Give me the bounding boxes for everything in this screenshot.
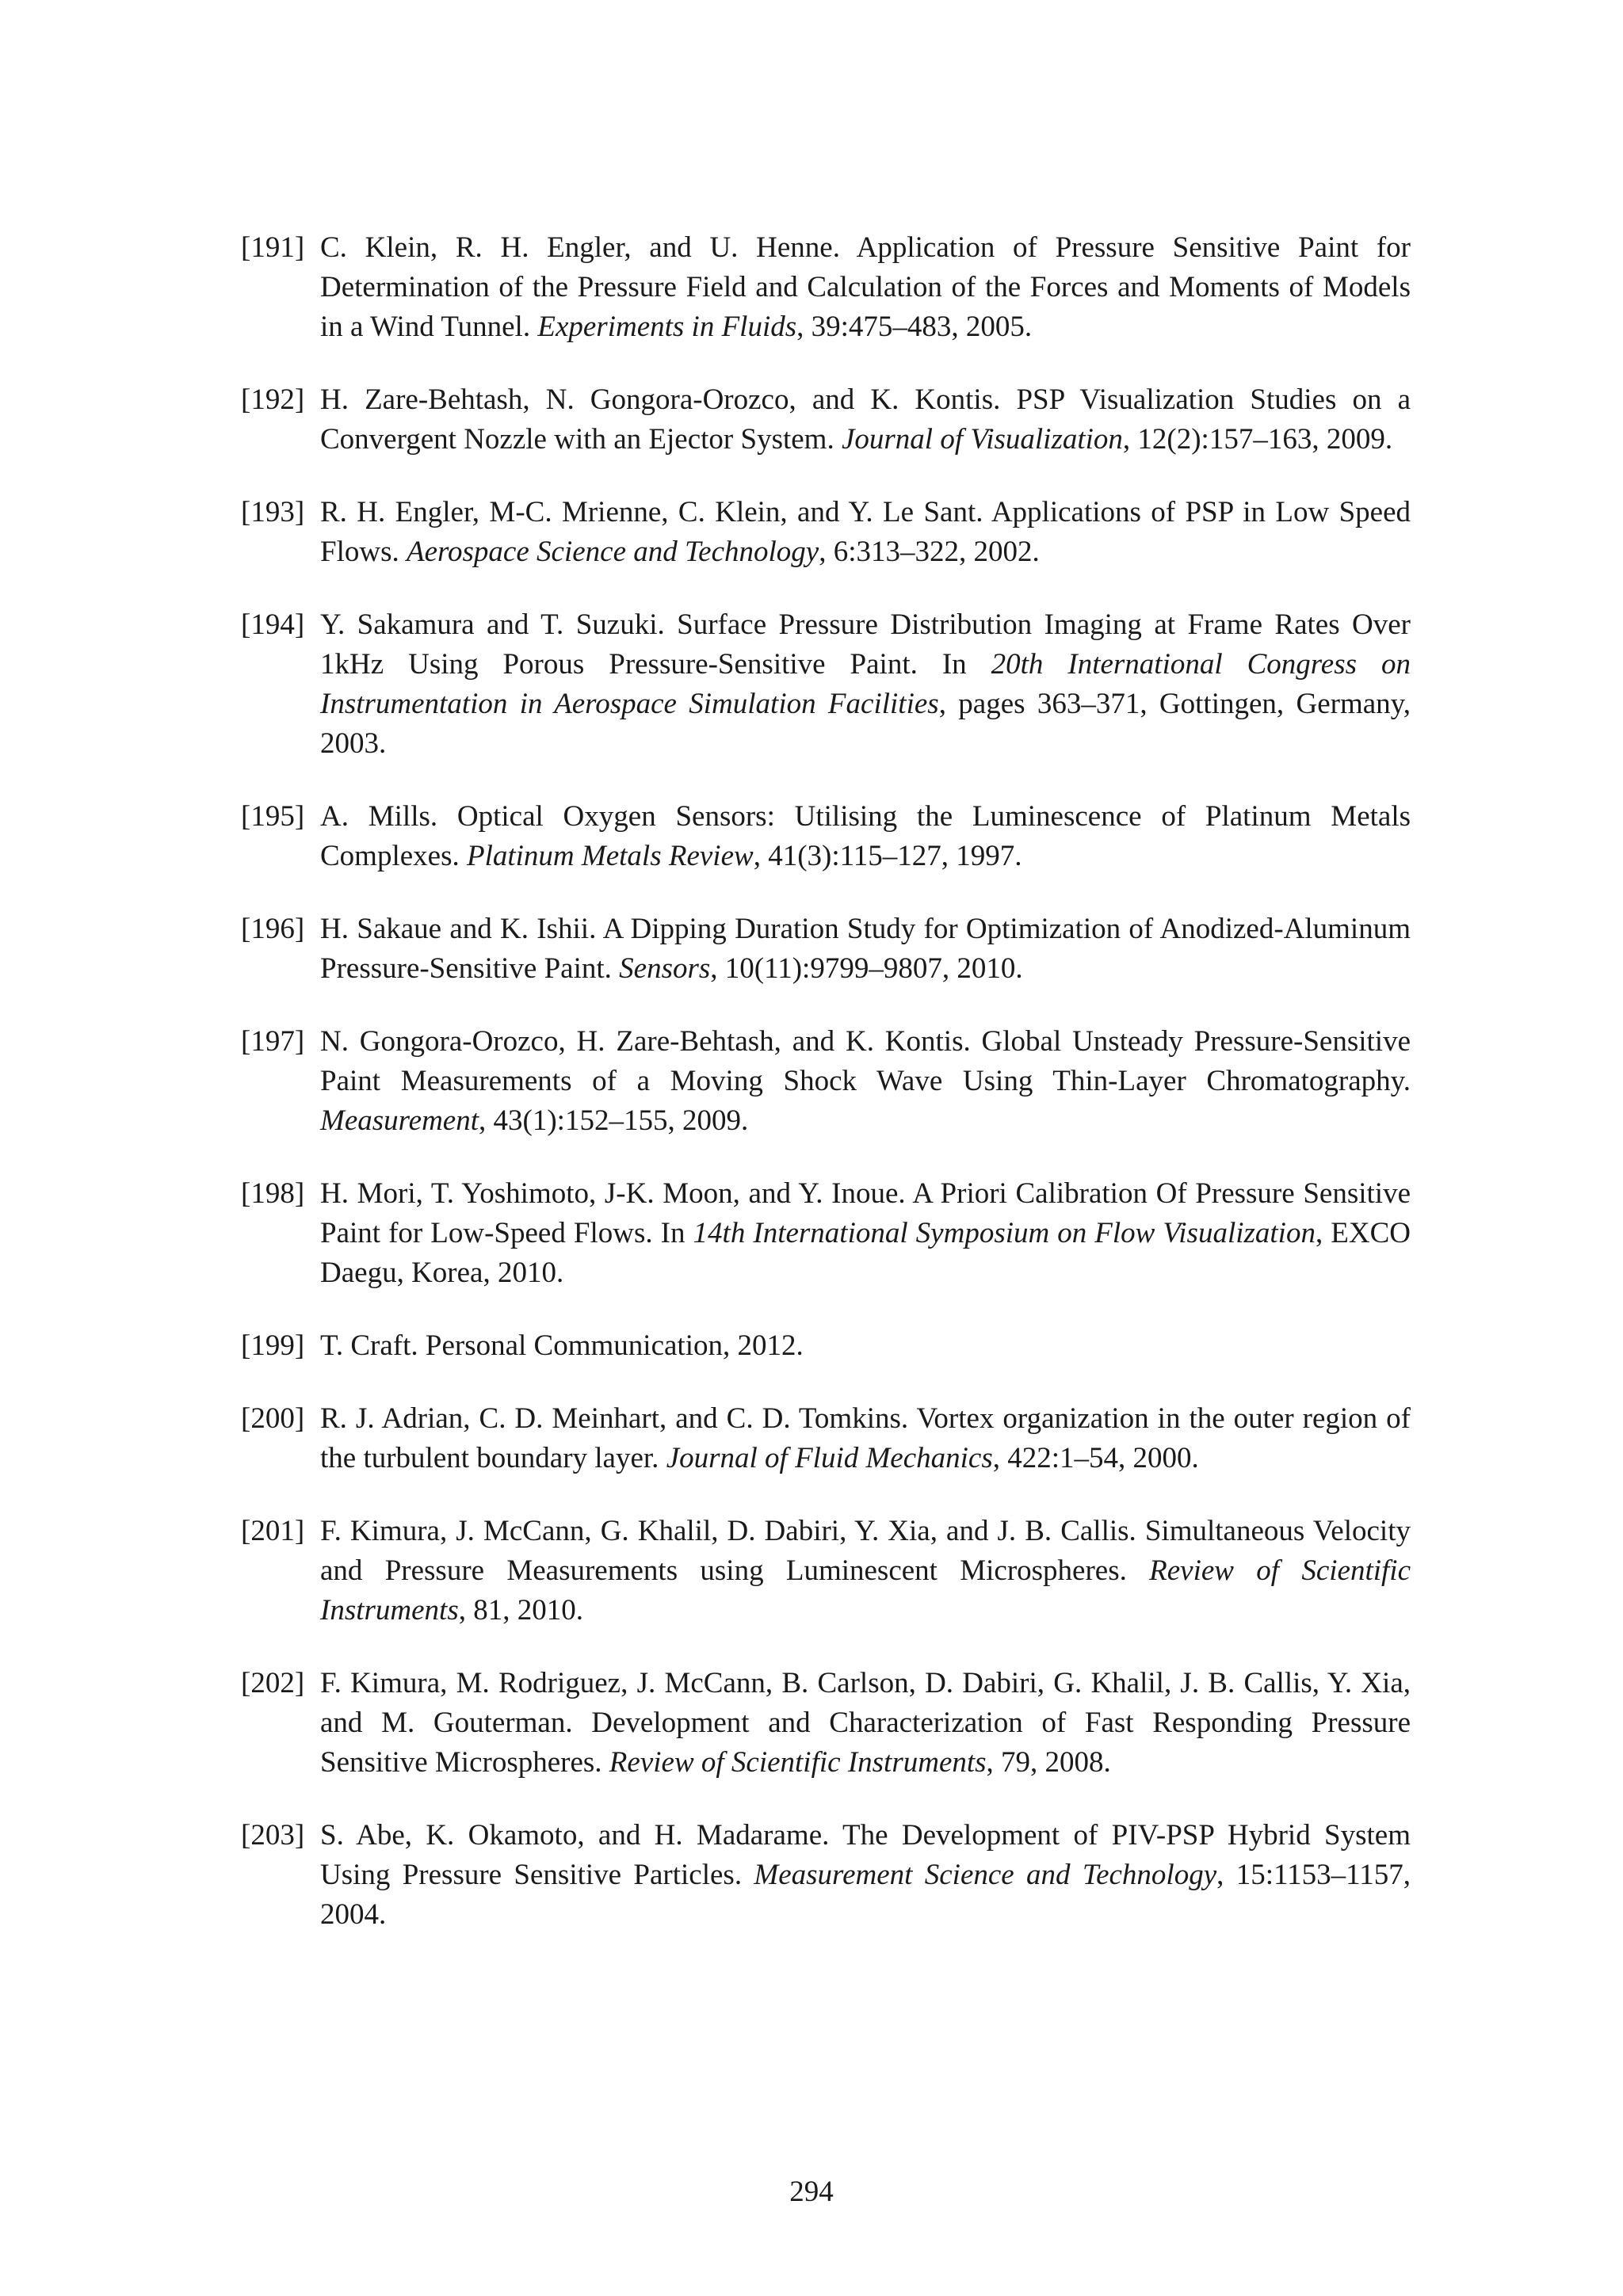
reference-venue: Sensors xyxy=(619,952,711,985)
reference-193 xyxy=(241,493,1411,572)
reference-venue: Experiments in Fluids xyxy=(537,311,797,343)
reference-text xyxy=(320,231,1411,343)
reference-text xyxy=(320,383,1411,456)
reference-number: [202] xyxy=(241,1667,305,1699)
reference-authors-title: R. J. Adrian, C. D. Meinhart, and C. D. Tomkins. Vortex organization in the outer region of the turbulent boundary layer. xyxy=(320,1402,1411,1474)
reference-details: , pages 363–371, Gottingen, Germany, 2003. xyxy=(320,688,1411,760)
reference-details: , 422:1–54, 2000. xyxy=(992,1442,1199,1474)
reference-text xyxy=(320,1177,1411,1289)
reference-text xyxy=(320,800,1411,872)
reference-197 xyxy=(241,1022,1411,1141)
reference-195 xyxy=(241,797,1411,876)
reference-number: [195] xyxy=(241,800,305,833)
reference-authors-title: S. Abe, K. Okamoto, and H. Madarame. The Development of PIV-PSP Hybrid System Using Pressure Sensitive Particles. xyxy=(320,1819,1411,1891)
reference-details: , 39:475–483, 2005. xyxy=(796,311,1033,343)
reference-text xyxy=(320,1819,1411,1931)
reference-number: [199] xyxy=(241,1329,305,1362)
reference-text xyxy=(320,496,1411,568)
reference-details: , 81, 2010. xyxy=(458,1594,583,1627)
reference-text xyxy=(320,1515,1411,1627)
reference-venue: Journal of Visualization xyxy=(841,423,1123,456)
reference-venue: Review of Scientific Instruments xyxy=(320,1554,1411,1627)
reference-196 xyxy=(241,910,1411,989)
reference-191 xyxy=(241,228,1411,347)
reference-venue: 20th International Congress on Instrumentation in Aerospace Simulation Facilities xyxy=(320,648,1411,720)
reference-number: [196] xyxy=(241,913,305,945)
reference-number: [200] xyxy=(241,1402,305,1435)
reference-authors-title: F. Kimura, M. Rodriguez, J. McCann, B. Carlson, D. Dabiri, G. Khalil, J. B. Callis, Y. Xia, and M. Gouterman. Development and Characterization of Fast Responding Pressure Sensitive Microspheres. xyxy=(320,1667,1411,1779)
reference-text xyxy=(320,1402,1411,1474)
reference-details: , 6:313–322, 2002. xyxy=(819,536,1040,568)
reference-number: [194] xyxy=(241,608,305,641)
reference-venue: Aerospace Science and Technology xyxy=(406,536,819,568)
reference-details: , 43(1):152–155, 2009. xyxy=(479,1104,749,1137)
reference-number: [192] xyxy=(241,383,305,416)
reference-200 xyxy=(241,1399,1411,1478)
bibliography-list xyxy=(241,228,1411,1968)
reference-192 xyxy=(241,380,1411,460)
reference-venue: 14th International Symposium on Flow Visualization xyxy=(693,1217,1316,1249)
reference-authors-title: H. Zare-Behtash, N. Gongora-Orozco, and K. Kontis. PSP Visualization Studies on a Convergent Nozzle with an Ejector System. xyxy=(320,383,1411,456)
reference-202 xyxy=(241,1664,1411,1783)
reference-203 xyxy=(241,1816,1411,1935)
reference-details: , EXCO Daegu, Korea, 2010. xyxy=(320,1217,1411,1289)
page-number: 294 xyxy=(789,2176,834,2208)
reference-text xyxy=(320,608,1411,760)
reference-201 xyxy=(241,1512,1411,1630)
reference-number: [203] xyxy=(241,1819,305,1852)
reference-number: [191] xyxy=(241,231,305,264)
reference-venue: Review of Scientific Instruments xyxy=(609,1746,987,1779)
reference-authors-title: T. Craft. Personal Communication, 2012. xyxy=(320,1329,804,1362)
reference-authors-title: Y. Sakamura and T. Suzuki. Surface Pressure Distribution Imaging at Frame Rates Over 1kHz Using Porous Pressure-Sensitive Paint. In xyxy=(320,608,1411,681)
reference-venue: Platinum Metals Review xyxy=(466,840,754,872)
reference-199 xyxy=(241,1326,1411,1366)
reference-venue: Journal of Fluid Mechanics xyxy=(666,1442,993,1474)
reference-text xyxy=(320,1025,1411,1137)
reference-text xyxy=(320,1329,804,1362)
reference-194 xyxy=(241,605,1411,764)
reference-authors-title: R. H. Engler, M-C. Mrienne, C. Klein, and Y. Le Sant. Applications of PSP in Low Speed Flows. xyxy=(320,496,1411,568)
reference-text xyxy=(320,913,1411,985)
reference-number: [193] xyxy=(241,496,305,528)
reference-details: , 15:1153–1157, 2004. xyxy=(320,1859,1411,1931)
reference-venue: Measurement xyxy=(320,1104,479,1137)
reference-authors-title: H. Sakaue and K. Ishii. A Dipping Duration Study for Optimization of Anodized-Aluminum Pressure-Sensitive Paint. xyxy=(320,913,1411,985)
reference-authors-title: H. Mori, T. Yoshimoto, J-K. Moon, and Y. Inoue. A Priori Calibration Of Pressure Sensitive Paint for Low-Speed Flows. In xyxy=(320,1177,1411,1249)
reference-number: [198] xyxy=(241,1177,305,1210)
reference-198 xyxy=(241,1174,1411,1293)
reference-authors-title: F. Kimura, J. McCann, G. Khalil, D. Dabiri, Y. Xia, and J. B. Callis. Simultaneous Velocity and Pressure Measurements using Luminescent Microspheres. xyxy=(320,1515,1411,1587)
reference-venue: Measurement Science and Technology xyxy=(754,1859,1217,1891)
reference-authors-title: A. Mills. Optical Oxygen Sensors: Utilising the Luminescence of Platinum Metals Complexes. xyxy=(320,800,1411,872)
reference-authors-title: N. Gongora-Orozco, H. Zare-Behtash, and K. Kontis. Global Unsteady Pressure-Sensitive Paint Measurements of a Moving Shock Wave Using Thin-Layer Chromatography. xyxy=(320,1025,1411,1097)
reference-details: , 41(3):115–127, 1997. xyxy=(753,840,1022,872)
reference-details: , 10(11):9799–9807, 2010. xyxy=(710,952,1023,985)
reference-number: [201] xyxy=(241,1515,305,1547)
reference-details: , 79, 2008. xyxy=(986,1746,1111,1779)
reference-authors-title: C. Klein, R. H. Engler, and U. Henne. Application of Pressure Sensitive Paint for Determination of the Pressure Field and Calculation of the Forces and Moments of Models in a Wind Tunnel. xyxy=(320,231,1411,343)
reference-number: [197] xyxy=(241,1025,305,1058)
reference-details: , 12(2):157–163, 2009. xyxy=(1122,423,1393,456)
reference-text xyxy=(320,1667,1411,1779)
